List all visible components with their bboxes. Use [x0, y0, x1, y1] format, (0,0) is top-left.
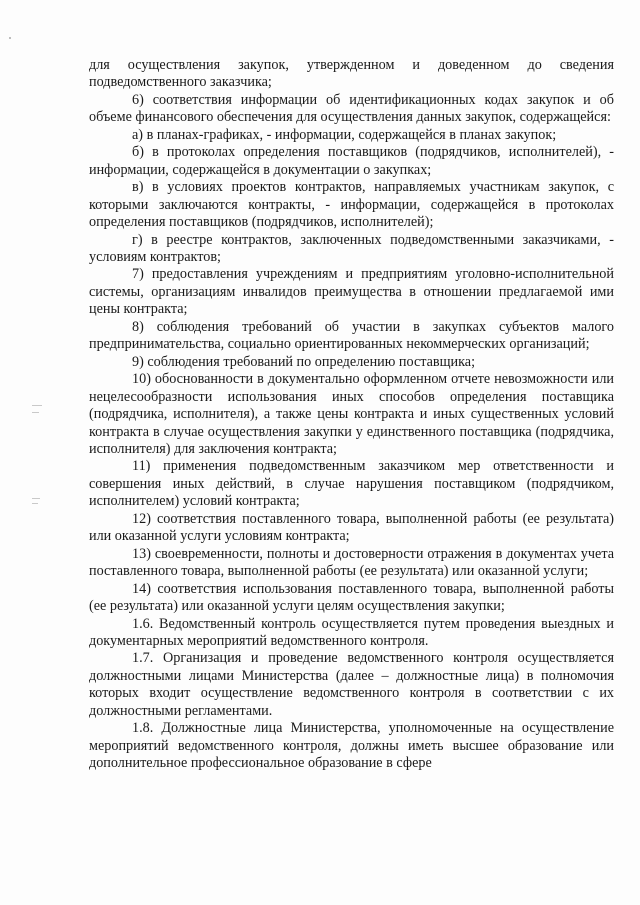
paragraph-item-6: 6) соответствия информации об идентификационных кодах закупок и об объеме финансового обеспечения для осуществления данных закупок, содержащейся:: [89, 91, 614, 126]
paragraph-continuation: для осуществления закупок, утвержденном и доведенном до сведения подведомственного заказчика;: [89, 57, 614, 91]
margin-mark: [32, 503, 38, 504]
paragraph-subitem-v: в) в условиях проектов контрактов, направляемых участникам закупок, с которыми заключаются контракты, - информации, содержащейся в протоколах определения поставщиков (подрядчиков, исполнителей);: [89, 179, 614, 231]
paragraph-item-9: 9) соблюдения требований по определению поставщика;: [132, 353, 476, 370]
paragraph-section-1-8: 1.8. Должностные лица Министерства, уполномоченные на осуществление мероприятий ведомственного контроля, должны иметь высшее образование или дополнительное профессиональное образование в сфере: [89, 720, 614, 772]
scan-artifact: [9, 37, 11, 39]
paragraph-item-13: 13) своевременности, полноты и достоверности отражения в документах учета поставленного товара, выполненной работы (ее результата) или оказанной услуги;: [89, 545, 614, 580]
margin-mark: [32, 498, 40, 499]
paragraph-item-11: 11) применения подведомственным заказчиком мер ответственности и совершения иных действий, в случае нарушения поставщиком (подрядчиком, исполнителем) условий контракта;: [89, 458, 614, 510]
paragraph-item-10: 10) обоснованности в документально оформленном отчете невозможности или нецелесообразности использования иных способов определения поставщика (подрядчика, исполнителя), а также цены контракта и иных существенных условий контракта в случае осуществления закупки у единственного поставщика (подрядчика, исполнителя) для заключения контракта;: [89, 371, 614, 457]
paragraph-item-14: 14) соответствия использования поставленного товара, выполненной работы (ее результата) или оказанной услуги целям осуществления закупки;: [89, 580, 614, 615]
paragraph-item-7: 7) предоставления учреждениям и предприятиям уголовно-исполнительной системы, организациям инвалидов преимущества в отношении предлагаемой ими цены контракта;: [89, 266, 614, 318]
paragraph-section-1-6: 1.6. Ведомственный контроль осуществляется путем проведения выездных и документарных мероприятий ведомственного контроля.: [89, 615, 614, 649]
paragraph-subitem-b: б) в протоколах определения поставщиков (подрядчиков, исполнителей), - информации, содержащейся в документации о закупках;: [89, 144, 614, 178]
paragraph-section-1-7: 1.7. Организация и проведение ведомственного контроля осуществляется должностными лицами Министерства (далее – должностные лица) в полномочия которых входит осуществление ведомственного контроля в соответствии с их должностными регламентами.: [89, 650, 614, 719]
margin-mark: [32, 405, 42, 406]
paragraph-subitem-a: а) в планах-графиках, - информации, содержащейся в планах закупок;: [132, 126, 557, 143]
paragraph-subitem-g: г) в реестре контрактов, заключенных подведомственными заказчиками, - условиям контрактов;: [89, 231, 614, 265]
paragraph-item-12: 12) соответствия поставленного товара, выполненной работы (ее результата) или оказанной услуги условиям контракта;: [89, 510, 614, 545]
document-body: [89, 57, 614, 773]
margin-mark: [32, 412, 39, 413]
paragraph-item-8: 8) соблюдения требований об участии в закупках субъектов малого предпринимательства, социально ориентированных некоммерческих организаций;: [89, 318, 614, 353]
